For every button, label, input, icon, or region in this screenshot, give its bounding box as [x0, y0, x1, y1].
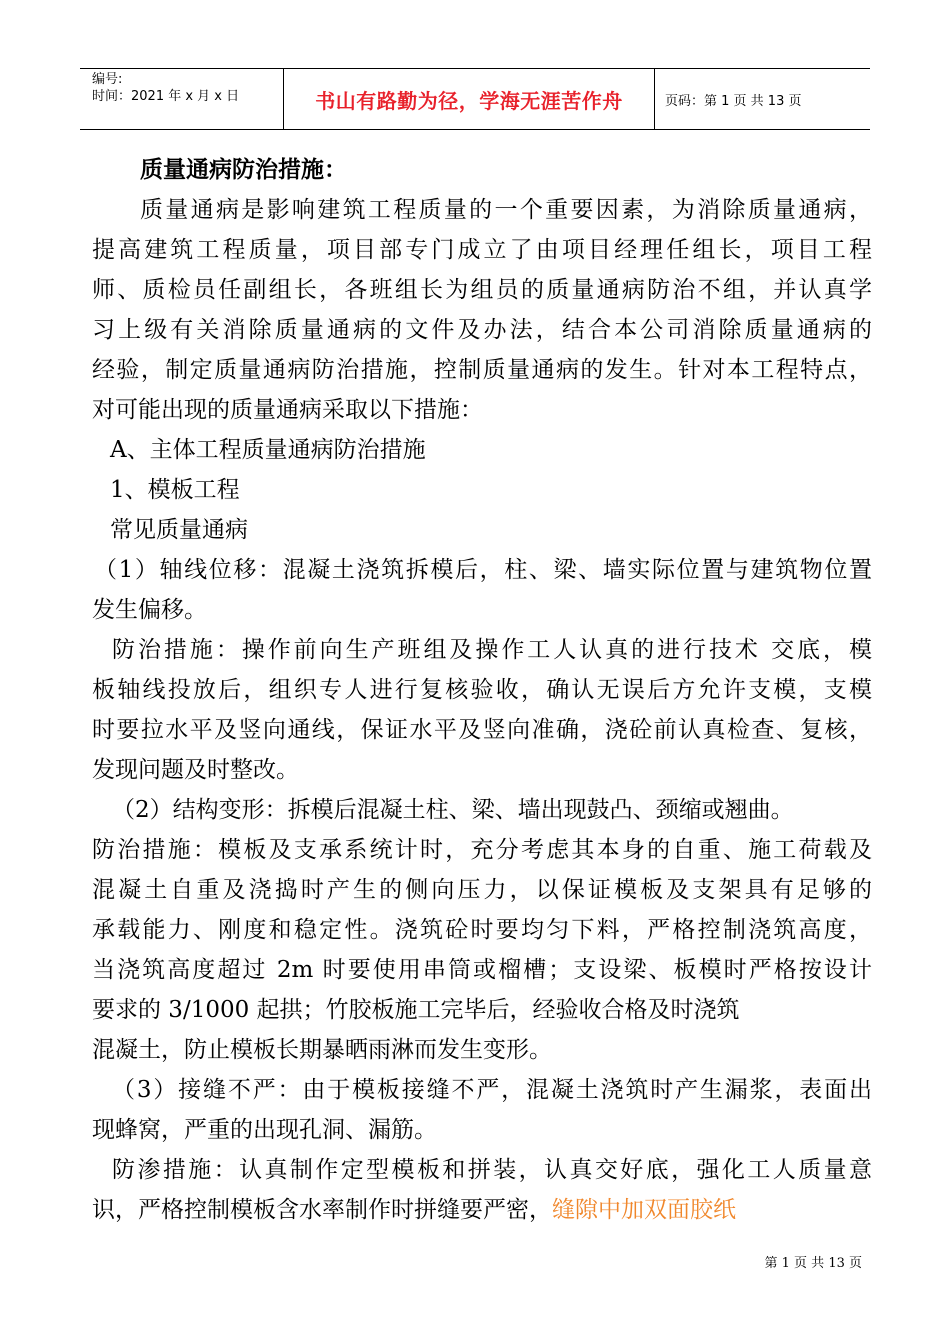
paragraph-line: 当浇筑高度超过 2m 时要使用串筒或榴槽；支设梁、板模时严格按设计: [92, 957, 872, 983]
paragraph-line: 提高建筑工程质量，项目部专门成立了由项目经理任组长，项目工程: [92, 237, 872, 263]
paragraph-line: 发生偏移。: [92, 597, 207, 623]
paragraph-line: 对可能出现的质量通病采取以下措施：: [92, 397, 483, 423]
document-date: 时间：2021 年 x 月 x 日: [92, 89, 240, 104]
paragraph-line: 习上级有关消除质量通病的文件及办法，结合本公司消除质量通病的: [92, 317, 872, 343]
subsection-heading: 常见质量通病: [110, 517, 248, 543]
paragraph-line: （3）接缝不严：由于模板接缝不严，混凝土浇筑时产生漏浆，表面出: [112, 1077, 872, 1103]
paragraph-line: 混凝土自重及浇捣时产生的侧向压力，以保证模板及支架具有足够的: [92, 877, 872, 903]
paragraph-line: 发现问题及时整改。: [92, 757, 299, 783]
paragraph-line: 师、质检员任副组长，各班组长为组员的质量通病防治不组，并认真学: [92, 277, 872, 303]
page-header: [80, 68, 870, 130]
paragraph-line: 时要拉水平及竖向通线，保证水平及竖向准确，浇砼前认真检查、复核，: [92, 717, 872, 743]
page-footer: 第 1 页 共 13 页: [764, 1256, 862, 1271]
paragraph-line: 混凝土，防止模板长期暴晒雨淋而发生变形。: [92, 1037, 552, 1063]
subsection-heading: 1、模板工程: [110, 477, 240, 503]
header-page-info: 页码：第 1 页 共 13 页: [665, 93, 802, 109]
header-meta: [80, 69, 284, 129]
paragraph-line: 现蜂窝，严重的出现孔洞、漏筋。: [92, 1117, 437, 1143]
paragraph-line: 承载能力、刚度和稳定性。浇筑砼时要均匀下料，严格控制浇筑高度，: [92, 917, 872, 943]
paragraph-line: 防治措施：操作前向生产班组及操作工人认真的进行技术 交底，模: [112, 637, 872, 663]
paragraph-line: （1）轴线位移：混凝土浇筑拆模后，柱、梁、墙实际位置与建筑物位置: [94, 557, 872, 583]
paragraph-text: 识，严格控制模板含水率制作时拼缝要严密，: [92, 1197, 552, 1223]
paragraph-line: 防渗措施：认真制作定型模板和拼装，认真交好底，强化工人质量意: [112, 1157, 872, 1183]
section-heading: A、主体工程质量通病防治措施: [110, 437, 426, 463]
document-number-label: 编号:: [92, 72, 123, 87]
paragraph-line: 质量通病是影响建筑工程质量的一个重要因素，为消除质量通病，: [140, 197, 872, 223]
paragraph-line: （2）结构变形：拆模后混凝土柱、梁、墙出现鼓凸、颈缩或翘曲。: [112, 797, 794, 823]
section-title: 质量通病防治措施：: [140, 156, 347, 183]
paragraph-line: 经验，制定质量通病防治措施，控制质量通病的发生。针对本工程特点，: [92, 357, 872, 383]
highlighted-text: 缝隙中加双面胶纸: [552, 1197, 736, 1223]
paragraph-line: [92, 1190, 872, 1230]
paragraph-line: 板轴线投放后，组织专人进行复核验收，确认无误后方允许支模，支模: [92, 677, 872, 703]
paragraph-line: 要求的 3/1000 起拱；竹胶板施工完毕后，经验收合格及时浇筑: [92, 997, 740, 1023]
paragraph-line: 防治措施：模板及支承系统计时，充分考虑其本身的自重、施工荷载及: [92, 837, 872, 863]
document-body: [92, 150, 872, 1230]
header-motto: 书山有路勤为径，学海无涯苦作舟: [284, 69, 655, 129]
